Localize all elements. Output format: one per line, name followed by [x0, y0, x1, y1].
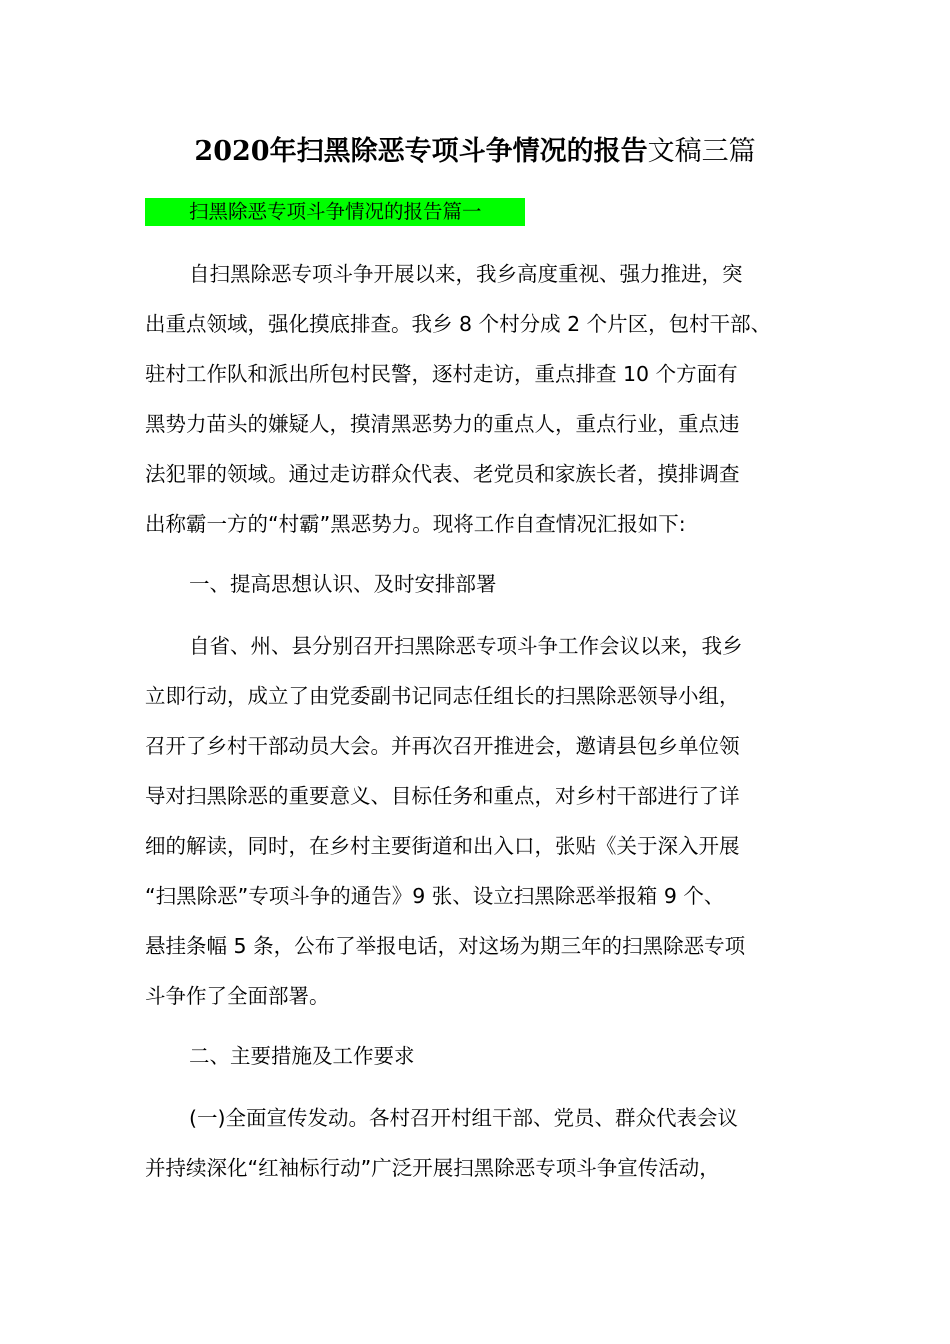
- paragraph-line: 斗争作了全面部署。: [145, 984, 330, 1008]
- paragraph-line: 立即行动，成立了由党委副书记同志任组长的扫黑除恶领导小组，: [145, 684, 740, 708]
- section-heading: 一、提高思想认识、及时安排部署: [189, 572, 497, 596]
- section-subtitle: 扫黑除恶专项斗争情况的报告篇一: [189, 200, 482, 223]
- paragraph-line: 悬挂条幅 5 条，公布了举报电话，对这场为期三年的扫黑除恶专项: [145, 934, 746, 958]
- document-title: [0, 132, 950, 172]
- paragraph-line: 召开了乡村干部动员大会。并再次召开推进会，邀请县包乡单位领: [145, 734, 740, 758]
- paragraph-line: 自省、州、县分别召开扫黑除恶专项斗争工作会议以来，我乡: [189, 634, 743, 658]
- section-heading: 二、主要措施及工作要求: [189, 1044, 415, 1068]
- paragraph-line: 黑势力苗头的嫌疑人，摸清黑恶势力的重点人，重点行业，重点违: [145, 412, 740, 436]
- paragraph-line: 出称霸一方的“村霸”黑恶势力。现将工作自查情况汇报如下:: [145, 512, 686, 536]
- paragraph-line: 出重点领域，强化摸底排查。我乡 8 个村分成 2 个片区，包村干部、: [145, 312, 772, 336]
- paragraph-line: (一)全面宣传发动。各村召开村组干部、党员、群众代表会议: [189, 1106, 738, 1130]
- title-main: 年扫黑除恶专项斗争情况的报告: [269, 136, 648, 167]
- paragraph-line: “扫黑除恶”专项斗争的通告》9 张、设立扫黑除恶举报箱 9 个、: [145, 884, 725, 908]
- paragraph-line: 驻村工作队和派出所包村民警，逐村走访，重点排查 10 个方面有: [145, 362, 738, 386]
- paragraph-line: 法犯罪的领域。通过走访群众代表、老党员和家族长者，摸排调查: [145, 462, 740, 486]
- paragraph-line: 导对扫黑除恶的重要意义、目标任务和重点，对乡村干部进行了详: [145, 784, 740, 808]
- paragraph-line: 自扫黑除恶专项斗争开展以来，我乡高度重视、强力推进，突: [189, 262, 743, 286]
- paragraph-line: 并持续深化“红袖标行动”广泛开展扫黑除恶专项斗争宣传活动，: [145, 1156, 720, 1180]
- paragraph-line: 细的解读，同时，在乡村主要街道和出入口，张贴《关于深入开展: [145, 834, 740, 858]
- title-year: 2020: [194, 136, 270, 167]
- title-suffix: 文稿三篇: [647, 136, 756, 167]
